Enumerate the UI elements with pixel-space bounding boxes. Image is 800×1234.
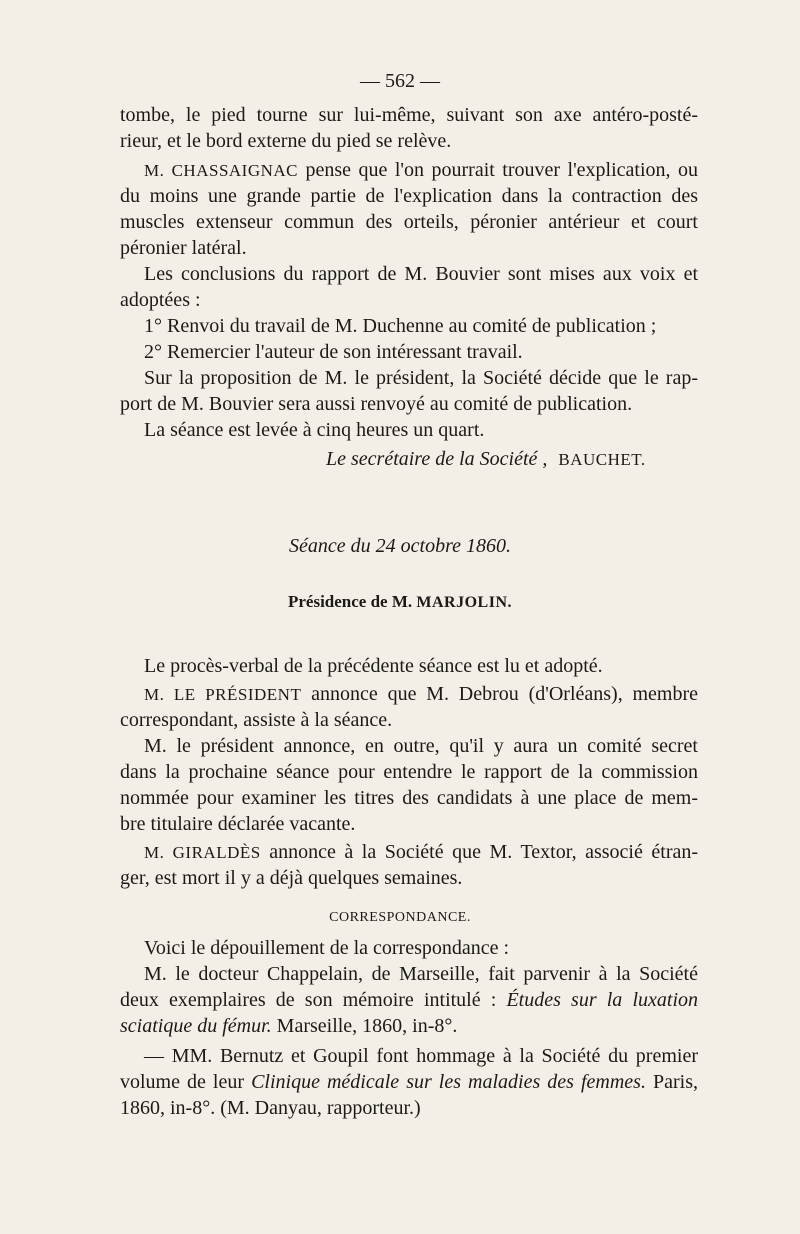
speaker-name: M. LE PRÉSIDENT <box>144 685 302 704</box>
text-line: muscles extenseur commun des orteils, péronier antérieur et court <box>120 211 698 233</box>
text-line: adoptées : <box>120 289 201 311</box>
text-line <box>120 987 698 1013</box>
text-line: rieur, et le bord externe du pied se relève. <box>120 130 452 152</box>
text-line: Sur la proposition de M. le président, la Société décide que le rap- <box>144 367 698 389</box>
correspondance-heading: CORRESPONDANCE. <box>329 910 471 925</box>
book-title: sciatique du fémur. <box>120 1015 272 1037</box>
text-fragment: Paris, <box>653 1071 698 1093</box>
text-fragment: annonce à la Société que M. Textor, associé étran- <box>269 841 699 863</box>
presidency-name: MARJOLIN. <box>416 594 512 611</box>
speaker-name: M. GIRALDÈS <box>144 843 261 862</box>
page-number: — 562 — <box>360 70 440 92</box>
text-line: La séance est levée à cinq heures un quart. <box>144 419 485 441</box>
text-line: 1860, in-8°. (M. Danyau, rapporteur.) <box>120 1097 421 1119</box>
presidency-heading <box>0 589 800 616</box>
text-line: nommée pour examiner les titres des candidats à une place de mem- <box>120 787 698 809</box>
text-line: Les conclusions du rapport de M. Bouvier sont mises aux voix et <box>144 263 698 285</box>
text-line: du moins une grande partie de l'explication dans la contraction des <box>120 185 698 207</box>
text-line <box>120 1013 457 1039</box>
text-line <box>120 157 698 184</box>
book-title: Études sur la luxation <box>506 989 698 1011</box>
text-line: tombe, le pied tourne sur lui-même, suivant son axe antéro-posté- <box>120 104 698 126</box>
text-line: péronier latéral. <box>120 237 247 259</box>
text-line: Voici le dépouillement de la correspondance : <box>144 937 510 959</box>
text-fragment: deux exemplaires de son mémoire intitulé : <box>120 989 497 1011</box>
book-title: Clinique médicale sur les maladies des femmes. <box>251 1071 646 1093</box>
text-fragment: pense que l'on pourrait trouver l'explication, ou <box>305 159 699 181</box>
text-line <box>144 681 698 708</box>
text-line: correspondant, assiste à la séance. <box>120 709 393 731</box>
text-fragment: volume de leur <box>120 1071 245 1093</box>
signature <box>326 446 646 473</box>
text-line <box>144 839 698 866</box>
text-line: Le procès-verbal de la précédente séance est lu et adopté. <box>144 655 603 677</box>
text-line <box>120 1069 698 1095</box>
list-item: 1° Renvoi du travail de M. Duchenne au comité de publication ; <box>144 315 657 337</box>
text-line: port de M. Bouvier sera aussi renvoyé au comité de publication. <box>120 393 633 415</box>
text-fragment: annonce que M. Debrou (d'Orléans), membre <box>311 683 699 705</box>
presidency-prefix: Présidence de M. <box>287 592 413 611</box>
session-heading: Séance du 24 octobre 1860. <box>289 535 511 557</box>
text-line: M. le président annonce, en outre, qu'il y aura un comité secret <box>144 735 698 757</box>
list-item: 2° Remercier l'auteur de son intéressant travail. <box>144 341 523 363</box>
text-line: — MM. Bernutz et Goupil font hommage à la Société du premier <box>144 1045 698 1067</box>
signature-name: BAUCHET. <box>558 450 646 469</box>
text-line: dans la prochaine séance pour entendre le rapport de la commission <box>120 761 698 783</box>
text-line: M. le docteur Chappelain, de Marseille, fait parvenir à la Société <box>144 963 698 985</box>
signature-role: Le secrétaire de la Société , <box>326 448 548 470</box>
text-fragment: Marseille, 1860, in-8°. <box>276 1015 458 1037</box>
text-line: ger, est mort il y a déjà quelques semaines. <box>120 867 463 889</box>
speaker-name: M. CHASSAIGNAC <box>144 161 299 180</box>
text-line: bre titulaire déclarée vacante. <box>120 813 356 835</box>
